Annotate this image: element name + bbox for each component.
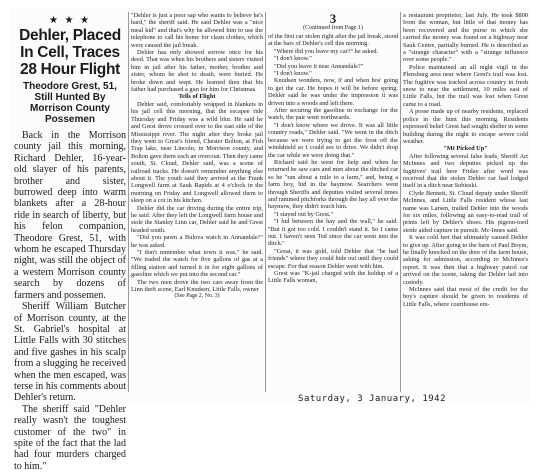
article-paragraph: Knudsen wonders, now, if and when hos' going to get the car. He hopes it will be before spring. Dehler said he was under the impression it was driven into a woods and left there.: [268, 77, 398, 107]
article-paragraph: Dehler has only showed sorrow once for his deed. That was when his brothers and sisters visited him in jail after his father, mother, brother and sister, whom he shot to death, were buried. He broke down and wept. He learned then that his father had purchased a gun for him for Christmas.: [131, 49, 263, 94]
article-paragraph: "Great, it was gold, told Dehler that "he had friends" where they could hide out until they could escape. For that reason Dehler went with him.: [268, 247, 398, 270]
article-paragraph: After following several false leads, Sheriff Art McInnes and two deputies picked up the fugitives' trail here Friday after word was received that the stolen Dehler car had lodged itself in a ditch near Sobieski.: [403, 152, 528, 190]
column-rule: [128, 12, 129, 392]
edition-stars: ★ ★ ★: [49, 15, 91, 26]
article-paragraph: The two men drove the two cars away from the Linn theft scene, Earl Knudsen, Little Falls, owner: [131, 278, 263, 294]
article-paragraph: "Did you pawn a Bulova watch in Annandale?" he was asked.: [131, 234, 263, 249]
column-4: [403, 12, 528, 308]
article-paragraph: Clyde Bennett, St. Cloud deputy under Sheriff McInnes, and Little Falls resident whose last name was Larsen, trailed Dehler into the woods for six miles, following an easy-to-read trail of prints left by Dehler's shoes. His pigeon-toed stride aided capture in pursuit. Mc-Innes said.: [403, 189, 528, 234]
headline: Dehler, Placed In Cell, Traces 28 Hour Flight: [19, 27, 121, 78]
article-paragraph: "I don't know where we drove. It was all little country roads," Dehler said. "We went in the ditch because we were trying to get the frost off the windshield so I could see to drive. We didn't drop the car while we were doing that.": [268, 121, 398, 159]
article-paragraph: "I don't remember what town it was," he said. "We traded the watch for five gallons of gas at a filling station and turned it in for eight gallons of gasoline which we put into the second car.": [131, 249, 263, 279]
column-rule: [400, 12, 401, 392]
column-rule: [265, 12, 266, 392]
article-paragraph: "Where did you leave my car?" he asked.: [274, 47, 379, 55]
page-number: 3: [329, 12, 337, 26]
subheadline: Theodore Grest, 51, Still Hunted By Morrison County Possemen: [23, 81, 117, 125]
continuation-note: (See Page 2, No. 3): [174, 293, 220, 300]
continued-from-label: (Continued from Page 1): [303, 25, 363, 31]
article-paragraph: a restaurant proprietor, last July. He took $800 from the woman, but little of that money has been recovered and the purse in which she carried the money was found on a highway near Sauk Centre, partially burned. He is described as a "strange character" with a "strange influence over some people.": [403, 12, 528, 64]
article-paragraph: A posse made up of nearby residents, replaced police in the hunt this morning. Residents expressed belief Grest had sought shelter in some building during the night to escape severe cold weather.: [403, 108, 528, 145]
article-paragraph: Sheriff William Butcher of Morrison county, at the St. Gabriel's hospital at Little Falls with 30 stitches and five gashes in his scalp from a slugging he received when the men escaped, was terse in his comments about Dehler's return.: [14, 301, 126, 404]
article-paragraph: "I don't know.": [274, 70, 312, 78]
article-paragraph: "I hid between the hay and the wall," he said. "But it got too cold. I couldn't stand it. So I came out. I haven't seen Ted since the car went into the ditch.": [268, 218, 398, 248]
article-paragraph: Grest was "K-jail charged with the holdup of a Little Falls woman,: [268, 270, 398, 285]
newspaper-page: [10, 8, 530, 472]
article-paragraph: "I don't know.": [274, 55, 312, 63]
section-subhead: Tells of Flight: [178, 93, 216, 101]
article-paragraph: McInnes said that most of the credit for the boy's capture should be given to residents of Little Falls, where courthouse em-: [403, 286, 528, 308]
lead-paragraph: Back in the Morrison county jail this morning, Richard Dehler, 16-year-old slayer of his parents, brother and sister, burrowed deep into warm blankets after a 28-hour ride in search of liberty, but his felon companion, Theodore Grest, 51, with whom he escaped Thursday night, was still the object of a western Morrison county search by dozens of farmers and possemen.: [14, 130, 126, 301]
article-paragraph: "Did you leave it near Annandale?": [274, 62, 364, 70]
article-paragraph: Police maintained an all night vigil in the Plensburg area near where Grest's trail was lost. The fugitive was tracked across country in fresh snow to near the settlement, 10 miles east of Little Falls, but the trail was lost when Grest came to a road.: [403, 63, 528, 108]
article-paragraph: After securing the gasoline in exchange for the watch, the pair went northwards.: [268, 107, 398, 122]
column-1: [14, 12, 126, 472]
article-paragraph: "I stayed out by Grest.": [274, 210, 334, 218]
article-paragraph: It was cold feet that ultimately caused Dehler to give up. After going to the barn of Paul Boym, he finally knocked on the door of the farm house, asking for admission, according to McInnes's report. It was then that a highway patrol car arrived on the scene, taking the Dehler lad into custody.: [403, 234, 528, 286]
article-paragraph: The sheriff said "Dehler really wasn't the toughest customer of the two" in spite of the fact that the lad had four murders charged to him.": [14, 403, 126, 472]
column-2: [131, 12, 263, 305]
column-3: [268, 12, 398, 285]
article-paragraph: Dehler said, comfortably wrapped in blankets in his jail cell this morning, that the escapee ride Thursday and Friday was a wild blur. He said he and Grest drove crossed over to the east side of the Mississippi river. The night after they broke jail they went to Grest's friend, Chester Bolton, at Fish Trap lake, near Lincoln, in Morrison county, and Bolton gave them each an overcoat. Then they came south, St. Cloud, Dehler said, was a scene of railroad tracks. He doesn't remember anything else about it. The youth said they arrived at the Frank Longwell farm at Sauk Rapids at 4 o'clock in the morning on Friday and Longwell allowed them to sleep on a cot in his kitchen.: [131, 100, 263, 205]
article-paragraph: Dehler did the car driving during the entire trip, he said. After they left the Longwell farm house and stole the Stanley Linn car, Dehler said he and Grest headed south.: [131, 204, 263, 234]
date-footer: Saturday, 3 January, 1942: [298, 394, 446, 404]
article-paragraph: of the first car stolen right after the jail break, stood at the bars of Dehler's cell this morning.: [268, 33, 398, 48]
article-paragraph: "Dehler is just a poor sap who wants to believe he's hard," the sheriff said. He said Dehler was a "nice meal kid" and that's why he allowed him to use the telephone to call his home for clean clothes, which were caused the jail break.: [131, 12, 263, 49]
article-paragraph: Richard said he went for help and when he returned he saw cars and men about the ditched car so he "ran about a mile to a farm," and, being a farm boy, hid in the haymow. Searchers went through Sheriffs and deputies visited several times and rammed pitchforks through the hay all over the haymow, they didn't touch him.: [268, 158, 398, 211]
section-subhead: "Mt Picked Up": [443, 145, 488, 153]
